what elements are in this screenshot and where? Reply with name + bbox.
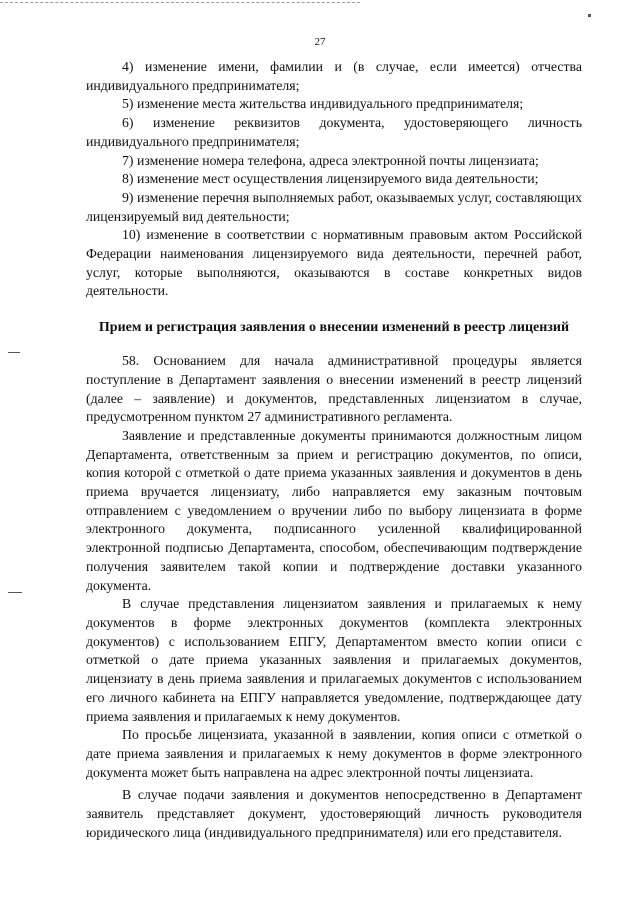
document-body — [86, 58, 582, 842]
list-item-9: 9) изменение перечня выполняемых работ, оказываемых услуг, составляющих лицензируемый вид деятельности; — [86, 189, 582, 224]
paragraph: По просьбе лицензиата, указанной в заявлении, копия описи с отметкой о дате приема заявления и прилагаемых к нему документов в форме электронного документа может быть направлена на адрес электронной почты лицензиата. — [86, 727, 582, 780]
list-item-8: 8) изменение мест осуществления лицензируемого вида деятельности; — [122, 171, 539, 187]
page-number: 27 — [314, 36, 326, 48]
list-item-7: 7) изменение номера телефона, адреса электронной почты лицензиата; — [122, 152, 539, 168]
list-item-10: 10) изменение в соответствии с нормативным правовым актом Российской Федерации наименования лицензируемого вида деятельности, перечней работ, услуг, которые выполняются, оказываются в составе конкретных видов деятельности. — [86, 227, 582, 299]
list-item-6: 6) изменение реквизитов документа, удостоверяющего личность индивидуального предпринимателя; — [86, 115, 582, 149]
paragraph: В случае подачи заявления и документов непосредственно в Департамент заявитель представляет документ, удостоверяющий личность руководителя юридического лица (индивидуального предпринимателя) или его представителя. — [86, 787, 582, 840]
scan-margin-mark — [8, 592, 22, 593]
paragraph: В случае представления лицензиатом заявления и прилагаемых к нему документов в форме электронных документов (комплекта электронных документов) с использованием ЕПГУ, Департаментом вместо копии описи с отметкой о дате приема указанных заявления и прилагаемых документов, лицензиату в день приема заявления и прилагаемых документов с использованием его личного кабинета на ЕПГУ направляется уведомление, подтверждающее дату приема заявления и прилагаемых к нему документов. — [86, 596, 582, 724]
scan-margin-mark — [8, 352, 20, 353]
scan-edge-line — [0, 2, 360, 3]
paragraph: Заявление и представленные документы принимаются должностным лицом Департамента, ответственным за прием и регистрацию документов, по описи, копия которой с отметкой о дате приема указанных заявления и документов в день приема вручается лицензиату, либо направляется ему заказным почтовым отправлением с уведомлением о вручении либо по выбору лицензиата в форме электронного документа, подписанного усиленной квалифицированной электронной подписью Департамента, способом, обеспечивающим подтверждение получения заявителем такой копии и подтверждение доставки указанного документа. — [86, 427, 582, 593]
section-heading: Прием и регистрация заявления о внесении изменений в реестр лицензий — [98, 320, 570, 336]
paragraph-58: 58. Основанием для начала административной процедуры является поступление в Департамент заявления о внесении изменений в реестр лицензий (далее – заявление) и документов, представленных лицензиатом в случае, предусмотренном пунктом 27 административного регламента. — [86, 353, 582, 425]
list-item-4: 4) изменение имени, фамилии и (в случае, если имеется) отчества индивидуального предпринимателя; — [86, 59, 582, 93]
list-item-5: 5) изменение места жительства индивидуального предпринимателя; — [122, 96, 524, 112]
scan-speck — [588, 14, 591, 17]
